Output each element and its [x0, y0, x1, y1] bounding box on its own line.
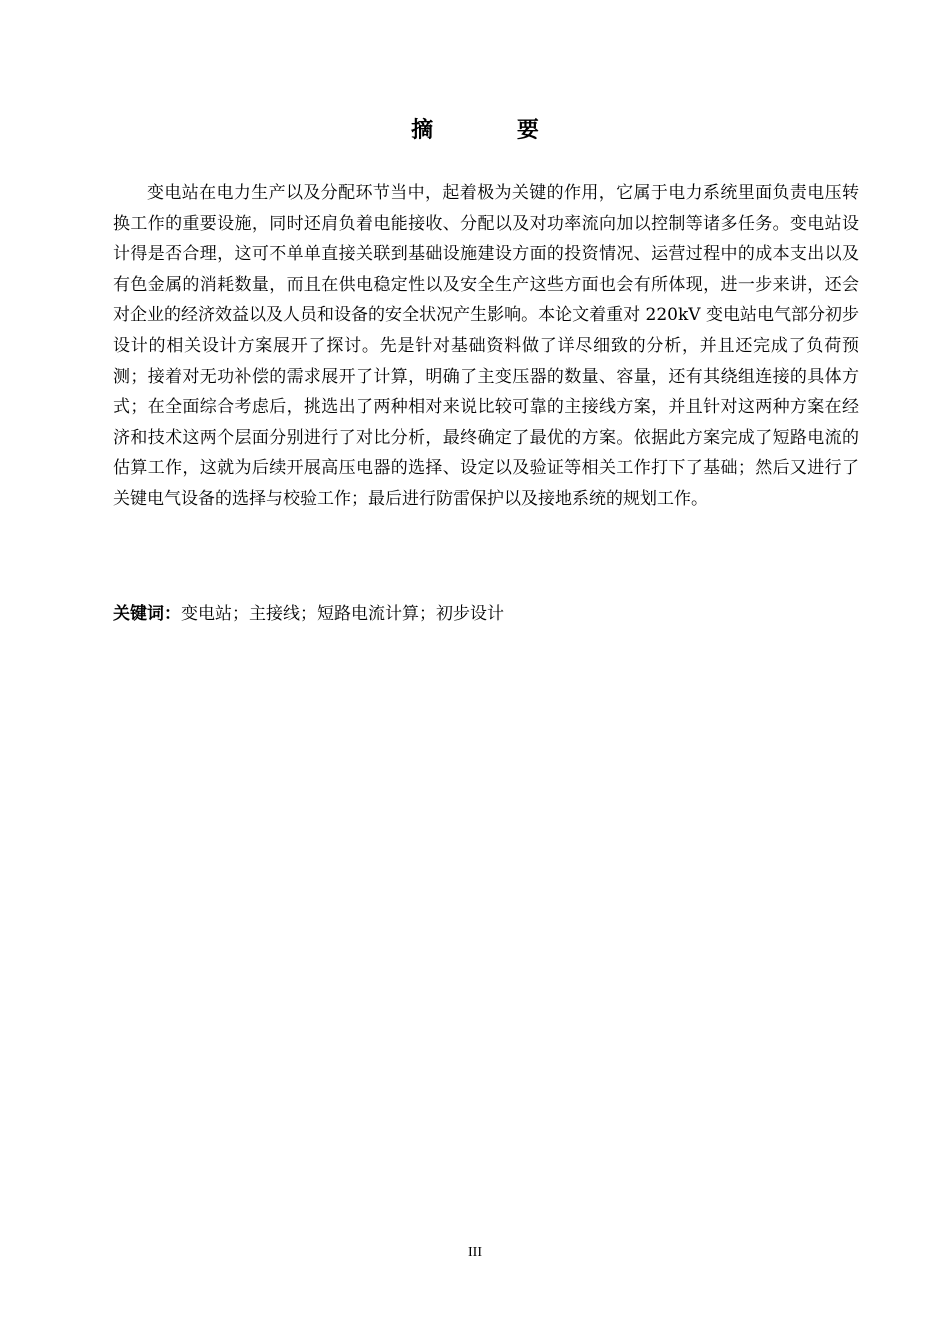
abstract-body: 变电站在电力生产以及分配环节当中，起着极为关键的作用，它属于电力系统里面负责电压转换工作的重要设施，同时还肩负着电能接收、分配以及对功率流向加以控制等诸多任务。变电站设计得是否合理，这可不单单直接关联到基础设施建设方面的投资情况、运营过程中的成本支出以及有色金属的消耗数量，而且在供电稳定性以及安全生产这些方面也会有所体现，进一步来讲，还会对企业的经济效益以及人员和设备的安全状况产生影响。本论文着重对 220kV 变电站电气部分初步设计的相关设计方案展开了探讨。先是针对基础资料做了详尽细致的分析，并且还完成了负荷预测；接着对无功补偿的需求展开了计算，明确了主变压器的数量、容量，还有其绕组连接的具体方式；在全面综合考虑后，挑选出了两种相对来说比较可靠的主接线方案，并且针对这两种方案在经济和技术这两个层面分别进行了对比分析，最终确定了最优的方案。依据此方案完成了短路电流的估算工作，这就为后续开展高压电器的选择、设定以及验证等相关工作打下了基础；然后又进行了关键电气设备的选择与校验工作；最后进行防雷保护以及接地系统的规划工作。: [113, 183, 859, 509]
keywords-line: [113, 600, 859, 628]
abstract-title: 摘 要: [411, 118, 577, 143]
keywords-label: 关键词：: [113, 604, 181, 624]
keywords-text: 变电站；主接线；短路电流计算；初步设计: [181, 604, 504, 624]
page-number: III: [468, 1245, 482, 1260]
